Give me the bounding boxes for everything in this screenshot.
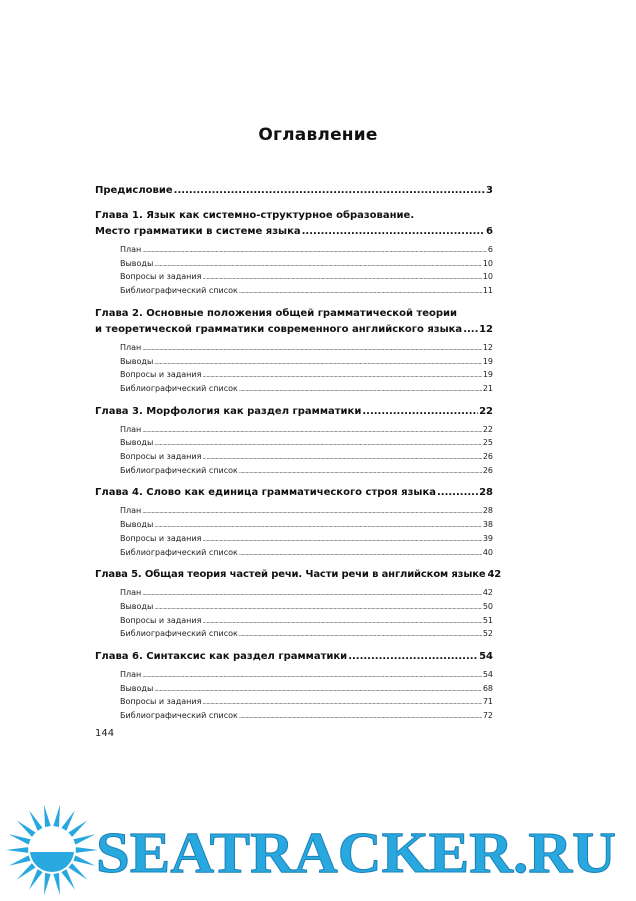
subentry-page: 40: [482, 547, 493, 557]
subentry-page: 50: [482, 601, 493, 611]
dot-leader: [142, 505, 482, 519]
toc-subentry[interactable]: [120, 258, 493, 272]
chapter-title-line: Место грамматики в системе языка: [95, 226, 301, 237]
sun-ray: [29, 869, 43, 890]
toc-chapter-4[interactable]: [95, 485, 493, 501]
watermark-svg: [0, 800, 636, 897]
toc-chapter-6[interactable]: [95, 649, 493, 665]
dot-leader: [154, 437, 482, 451]
chapter-title-line: Глава 1. Язык как системно-структурное образование.: [95, 210, 415, 221]
chapter-page: 12: [479, 323, 493, 335]
toc-subentry[interactable]: [120, 437, 493, 451]
subentry-label: План: [120, 506, 142, 516]
subentry-label: Выводы: [120, 258, 154, 268]
dot-leader: [174, 183, 485, 199]
chapter-title-line: Глава 3. Морфология как раздел грамматики: [95, 405, 362, 417]
subentry-page: 10: [482, 272, 493, 282]
toc-subentry[interactable]: [120, 285, 493, 299]
subentry-page: 12: [482, 342, 493, 352]
subentry-label: Библиографический список: [120, 465, 238, 475]
dot-leader: [463, 322, 478, 338]
dot-leader: [202, 369, 481, 383]
dot-leader: [142, 244, 487, 258]
subentry-page: 71: [482, 697, 493, 707]
subentry-label: Библиографический список: [120, 629, 238, 639]
chapter-sections: [95, 244, 493, 299]
toc-subentry[interactable]: [120, 587, 493, 601]
toc-subentry[interactable]: [120, 615, 493, 629]
toc-subentry[interactable]: [120, 244, 493, 258]
subentry-page: 26: [482, 452, 493, 462]
sun-ray: [53, 873, 60, 895]
chapter-sections: [95, 587, 493, 642]
sun-ray: [9, 834, 31, 844]
sun-logo: [6, 805, 98, 896]
dot-leader: [362, 404, 478, 420]
subentry-page: 19: [482, 356, 493, 366]
chapter-sections: [95, 342, 493, 397]
toc-subentry[interactable]: [120, 342, 493, 356]
toc-chapter-5[interactable]: [95, 567, 502, 583]
dot-leader: [142, 342, 482, 356]
dot-leader: [154, 683, 482, 697]
chapter-title-line: Глава 4. Слово как единица грамматического строя языка: [95, 487, 436, 499]
toc-subentry[interactable]: [120, 710, 493, 724]
subentry-page: 42: [482, 588, 493, 598]
dot-leader: [202, 451, 481, 465]
subentry-page: 21: [482, 383, 493, 393]
toc-chapter-3[interactable]: [95, 404, 493, 420]
chapter-title-line: Глава 5. Общая теория частей речи. Части речи в английском языке: [95, 569, 486, 581]
subentry-label: Вопросы и задания: [120, 452, 202, 462]
toc-subentry[interactable]: [120, 628, 493, 642]
toc-subentry[interactable]: [120, 601, 493, 615]
subentry-page: 10: [482, 258, 493, 268]
chapter-title-line: Глава 6. Синтаксис как раздел грамматики: [95, 651, 348, 663]
subentry-page: 68: [482, 683, 493, 693]
chapter-sections: [95, 424, 493, 479]
subentry-label: Выводы: [120, 356, 154, 366]
chapter-page: 28: [479, 487, 493, 499]
toc-subentry[interactable]: [120, 465, 493, 479]
dot-leader: [437, 485, 478, 501]
dot-leader: [202, 271, 481, 285]
toc-subentry[interactable]: [120, 369, 493, 383]
chapter-title-line: и теоретической грамматики современного английского языка: [95, 323, 463, 335]
sun-ray: [61, 810, 75, 831]
toc-subentry[interactable]: [120, 696, 493, 710]
dot-leader: [239, 547, 482, 561]
subentry-label: Выводы: [120, 683, 154, 693]
subentry-label: План: [120, 424, 142, 434]
sun-ray: [68, 863, 87, 880]
subentry-page: 54: [482, 670, 493, 680]
subentry-page: 22: [482, 424, 493, 434]
sun-ray: [9, 855, 31, 865]
subentry-page: 39: [482, 533, 493, 543]
subentry-page: 72: [482, 711, 493, 721]
toc-subentry[interactable]: [120, 271, 493, 285]
chapter-page: 42: [487, 569, 502, 581]
subentry-label: План: [120, 245, 142, 254]
subentry-page: 25: [482, 438, 493, 448]
dot-leader: [239, 710, 482, 724]
subentry-label: План: [120, 342, 142, 352]
dot-leader: [202, 696, 481, 710]
dot-leader: [142, 424, 482, 438]
toc-subentry[interactable]: [120, 505, 493, 519]
watermark-text: SEATRACKER.RU: [96, 820, 616, 885]
subentry-page: 6: [487, 245, 493, 254]
chapter-page: 54: [479, 651, 493, 663]
toc-entry-page: 3: [486, 185, 493, 196]
page-number: 144: [95, 728, 115, 739]
watermark-banner: [0, 800, 636, 897]
sun-ray: [17, 863, 36, 880]
subentry-label: План: [120, 588, 142, 598]
sun-ray: [29, 810, 43, 831]
chapter-page: 6: [486, 226, 493, 237]
subentry-page: 38: [482, 520, 493, 530]
dot-leader: [142, 669, 482, 683]
sun-ray: [44, 805, 51, 827]
dot-leader: [154, 356, 482, 370]
subentry-label: План: [120, 670, 142, 680]
subentry-label: Библиографический список: [120, 383, 238, 393]
page-title: Оглавление: [258, 125, 378, 145]
toc-subentry[interactable]: [120, 424, 493, 438]
sun-ray: [6, 847, 28, 853]
toc-subentry[interactable]: [120, 519, 493, 533]
toc-entry-preface[interactable]: [95, 183, 493, 199]
subentry-label: Вопросы и задания: [120, 615, 202, 625]
table-of-contents: [95, 183, 502, 724]
subentry-page: 11: [482, 286, 493, 296]
sun-ray: [76, 847, 98, 853]
subentry-page: 52: [482, 629, 493, 639]
subentry-label: Библиографический список: [120, 711, 238, 721]
subentry-page: 26: [482, 465, 493, 475]
sun-ray: [17, 820, 36, 837]
toc-subentry[interactable]: [120, 356, 493, 370]
subentry-label: Библиографический список: [120, 547, 238, 557]
dot-leader: [154, 601, 482, 615]
sun-ray: [44, 873, 51, 895]
sun-ray: [73, 855, 95, 865]
toc-chapter-2[interactable]: [95, 306, 493, 338]
dot-leader: [202, 615, 481, 629]
sun-ray: [53, 805, 60, 827]
toc-subentry[interactable]: [120, 669, 493, 683]
toc-subentry[interactable]: [120, 547, 493, 561]
sun-ray: [73, 834, 95, 844]
subentry-label: Вопросы и задания: [120, 697, 202, 707]
subentry-label: Выводы: [120, 601, 154, 611]
sun-ray: [61, 869, 75, 890]
subentry-label: Вопросы и задания: [120, 272, 202, 282]
toc-subentry[interactable]: [120, 683, 493, 697]
dot-leader: [239, 285, 482, 299]
subentry-page: 19: [482, 370, 493, 380]
dot-leader: [154, 258, 482, 272]
dot-leader: [239, 383, 482, 397]
dot-leader: [154, 519, 482, 533]
subentry-label: Выводы: [120, 438, 154, 448]
toc-entry-label: Предисловие: [95, 185, 173, 196]
toc-subentry[interactable]: [120, 533, 493, 547]
sun-ray: [68, 820, 87, 837]
subentry-page: 28: [482, 506, 493, 516]
subentry-label: Библиографический список: [120, 286, 238, 296]
chapter-title-line: Глава 2. Основные положения общей грамматической теории: [95, 307, 458, 319]
dot-leader: [142, 587, 482, 601]
toc-subentry[interactable]: [120, 451, 493, 465]
dot-leader: [302, 224, 485, 240]
chapter-page: 22: [479, 405, 493, 417]
dot-leader: [348, 649, 478, 665]
chapter-sections: [95, 669, 493, 724]
subentry-label: Вопросы и задания: [120, 533, 202, 543]
dot-leader: [239, 628, 482, 642]
dot-leader: [202, 533, 481, 547]
chapter-sections: [95, 505, 493, 560]
subentry-label: Выводы: [120, 520, 154, 530]
dot-leader: [239, 465, 482, 479]
subentry-page: 51: [482, 615, 493, 625]
toc-chapter-1[interactable]: [95, 208, 493, 240]
toc-subentry[interactable]: [120, 383, 493, 397]
subentry-label: Вопросы и задания: [120, 370, 202, 380]
